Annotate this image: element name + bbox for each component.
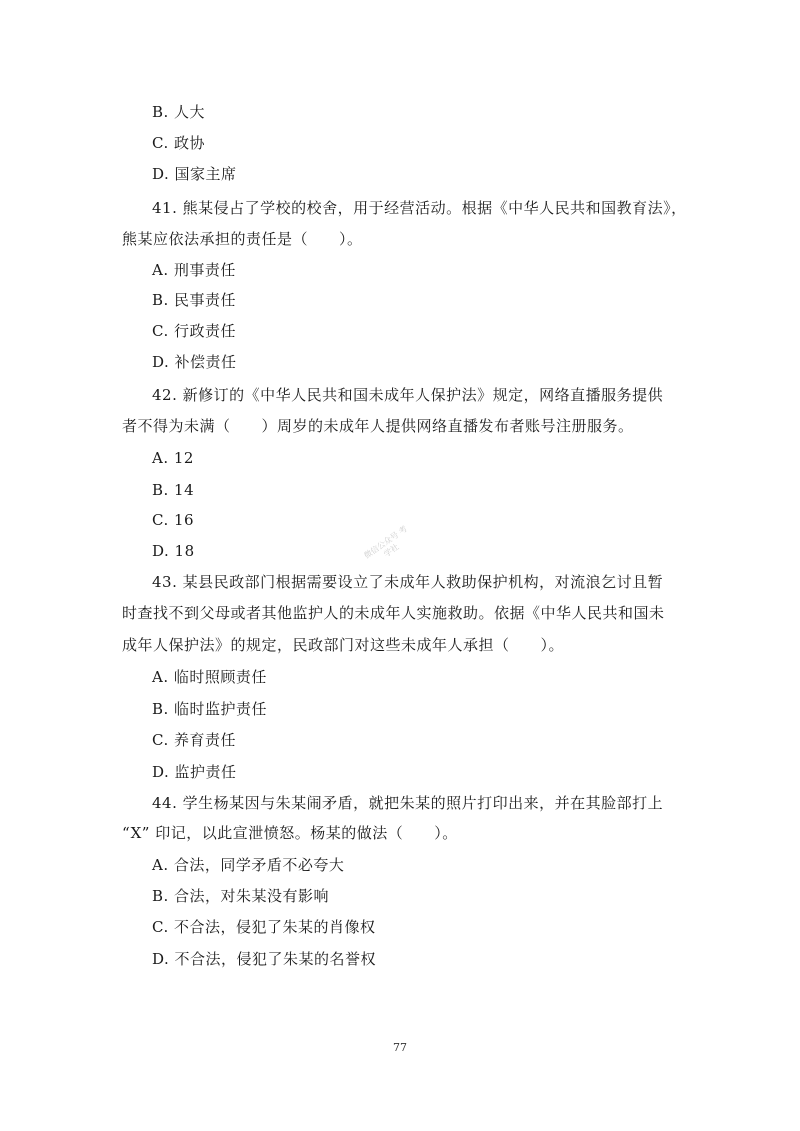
question-44-option-d: D. 不合法，侵犯了朱某的名誉权 [152, 950, 377, 968]
question-44-option-a: A. 合法，同学矛盾不必夸大 [152, 856, 345, 874]
question-42-option-a: A. 12 [152, 449, 194, 467]
question-41-option-c: C. 行政责任 [152, 322, 236, 340]
question-43-option-c: C. 养育责任 [152, 731, 236, 749]
question-44-option-c: C. 不合法，侵犯了朱某的肖像权 [152, 918, 376, 936]
question-44-line-1: 44. 学生杨某因与朱某闹矛盾，就把朱某的照片打印出来，并在其脸部打上 [152, 794, 664, 812]
question-43-line-2: 时查找不到父母或者其他监护人的未成年人实施救助。依据《中华人民共和国未 [122, 604, 665, 622]
question-44-option-b: B. 合法，对朱某没有影响 [152, 887, 330, 905]
question-41-option-b: B. 民事责任 [152, 291, 237, 309]
option-b-prev: B. 人大 [152, 103, 206, 121]
question-42-option-c: C. 16 [152, 511, 195, 529]
question-42-line-2: 者不得为未满（ ）周岁的未成年人提供网络直播发布者账号注册服务。 [122, 417, 634, 435]
option-c-prev: C. 政协 [152, 134, 205, 152]
question-42-option-b: B. 14 [152, 481, 195, 499]
question-41-option-d: D. 补偿责任 [152, 353, 237, 371]
question-41-line-2: 熊某应依法承担的责任是（ ）。 [122, 230, 363, 248]
question-42-line-1: 42. 新修订的《中华人民共和国未成年人保护法》规定，网络直播服务提供 [152, 386, 664, 404]
page-number: 77 [393, 1041, 407, 1054]
watermark-stamp: 微信公众号 考学社 [362, 524, 409, 561]
question-43-option-b: B. 临时监护责任 [152, 700, 268, 718]
question-43-line-3: 成年人保护法》的规定，民政部门对这些未成年人承担（ ）。 [122, 636, 565, 654]
question-43-line-1: 43. 某县民政部门根据需要设立了未成年人救助保护机构，对流浪乞讨且暂 [152, 573, 664, 591]
option-d-prev: D. 国家主席 [152, 165, 237, 183]
question-44-line-2: “X” 印记，以此宣泄愤怒。杨某的做法（ ）。 [122, 824, 458, 842]
question-41-option-a: A. 刑事责任 [152, 261, 236, 279]
question-41-line-1: 41. 熊某侵占了学校的校舍，用于经营活动。根据《中华人民共和国教育法》， [152, 199, 687, 217]
question-43-option-a: A. 临时照顾责任 [152, 668, 267, 686]
question-42-option-d: D. 18 [152, 542, 195, 560]
question-43-option-d: D. 监护责任 [152, 763, 237, 781]
